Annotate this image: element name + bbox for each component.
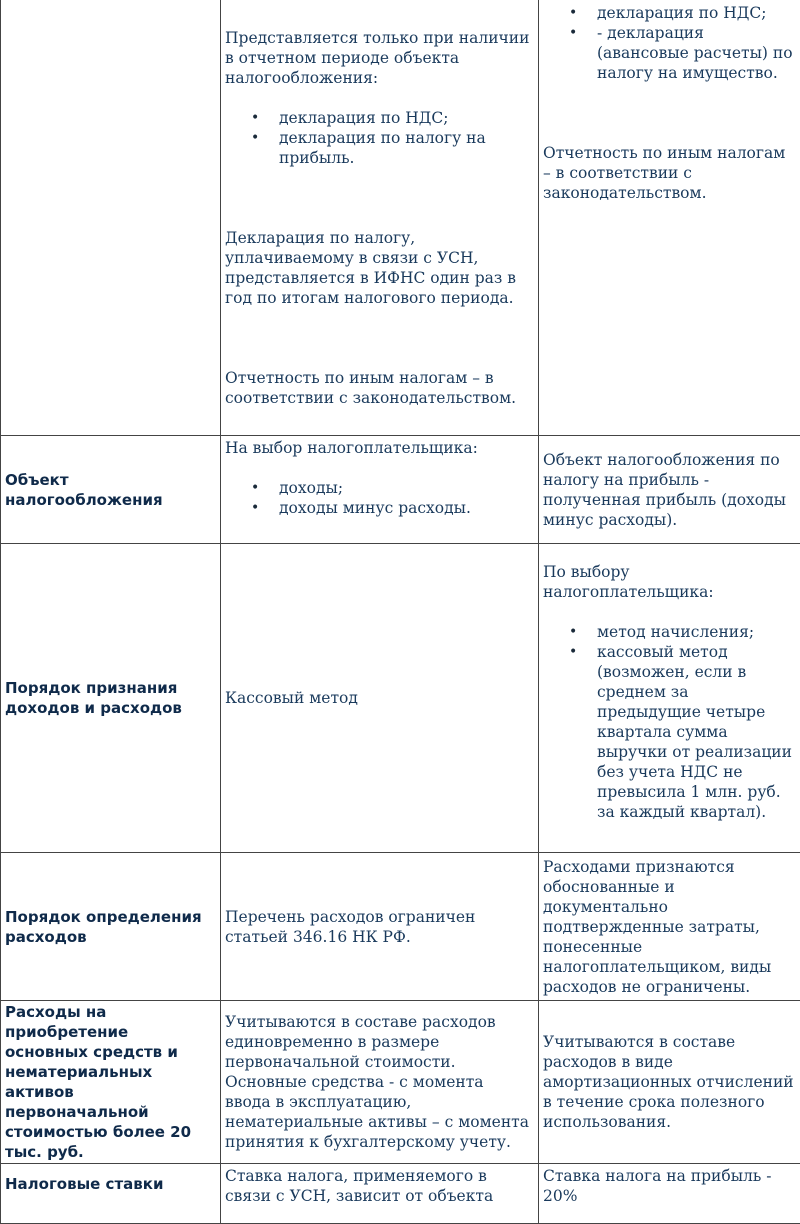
table-row xyxy=(1,436,800,544)
usn-fixed-assets-cell xyxy=(221,1001,539,1164)
table-row xyxy=(1,1164,800,1224)
row-label-recognition: Порядок признания доходов и расходов xyxy=(1,544,221,853)
usn-reporting-intro: Представляется только при наличии в отчетном периоде объекта налогообложения: xyxy=(225,28,532,88)
osn-object-text: Объект налогообложения по налогу на прибыль - полученная прибыль (доходы минус расходы). xyxy=(543,450,795,530)
osn-expenses-cell xyxy=(539,853,800,1001)
osn-object-cell xyxy=(539,436,800,544)
usn-object-intro: На выбор налогоплательщика: xyxy=(225,438,532,458)
row-label-object: Объект налогообложения xyxy=(1,436,221,544)
osn-reporting-cell xyxy=(539,0,800,436)
usn-reporting-list xyxy=(225,108,532,168)
list-item: • декларация по налогу на прибыль. xyxy=(279,128,532,168)
osn-expenses-text: Расходами признаются обоснованные и документально подтвержденные затраты, понесенные налогоплательщиком, виды расходов не ограничены. xyxy=(543,857,795,997)
row-label-fixed-assets: Расходы на приобретение основных средств и нематериальных активов первоначальной стоимостью более 20 тыс. руб. xyxy=(1,1001,221,1164)
usn-recognition-cell xyxy=(221,544,539,853)
usn-reporting-cell xyxy=(221,0,539,436)
usn-declaration-text: Декларация по налогу, уплачиваемому в связи с УСН, представляется в ИФНС один раз в год по итогам налогового периода. xyxy=(225,228,532,308)
list-item: • метод начисления; xyxy=(597,622,795,642)
usn-expenses-cell xyxy=(221,853,539,1001)
list-item-nobullet: • - декларация (авансовые расчеты) по налогу на имущество. xyxy=(597,23,795,83)
osn-recognition-list xyxy=(543,622,795,822)
osn-other-reporting: Отчетность по иным налогам – в соответствии с законодательством. xyxy=(543,143,795,203)
list-item: • кассовый метод (возможен, если в среднем за предыдущие четыре квартала сумма выручки от реализации без учета НДС не превысила 1 млн. руб. за каждый квартал). xyxy=(597,642,795,822)
usn-tax-rates-text: Ставка налога, применяемого в связи с УСН, зависит от объекта xyxy=(225,1166,532,1206)
osn-recognition-cell xyxy=(539,544,800,853)
row-label-empty xyxy=(1,0,221,436)
usn-tax-rates-cell xyxy=(221,1164,539,1224)
osn-recognition-intro: По выбору налогоплательщика: xyxy=(543,562,795,602)
usn-fixed-assets-text: Учитываются в составе расходов единовременно в размере первоначальной стоимости. Основные средства - с момента ввода в эксплуатацию, нематериальные активы – с момента принятия к бухгалтерскому учету. xyxy=(225,1012,532,1152)
osn-reporting-list xyxy=(543,0,795,83)
usn-object-list xyxy=(225,478,532,518)
osn-fixed-assets-text: Учитываются в составе расходов в виде амортизационных отчислений в течение срока полезного использования. xyxy=(543,1032,795,1132)
osn-fixed-assets-cell xyxy=(539,1001,800,1164)
osn-tax-rates-cell xyxy=(539,1164,800,1224)
list-item: • доходы минус расходы. xyxy=(279,498,532,518)
table-row xyxy=(1,0,800,436)
list-item: • декларация по НДС; xyxy=(279,108,532,128)
row-label-expenses: Порядок определения расходов xyxy=(1,853,221,1001)
usn-recognition-text: Кассовый метод xyxy=(225,688,532,708)
table-row xyxy=(1,544,800,853)
row-label-tax-rates: Налоговые ставки xyxy=(1,1164,221,1224)
usn-object-cell xyxy=(221,436,539,544)
list-item: • декларация по НДС; xyxy=(597,3,795,23)
list-item: • доходы; xyxy=(279,478,532,498)
table-row xyxy=(1,853,800,1001)
osn-tax-rates-text: Ставка налога на прибыль - 20% xyxy=(543,1166,795,1206)
usn-expenses-text: Перечень расходов ограничен статьей 346.16 НК РФ. xyxy=(225,907,532,947)
usn-other-reporting: Отчетность по иным налогам – в соответствии с законодательством. xyxy=(225,368,532,408)
table-row xyxy=(1,1001,800,1164)
